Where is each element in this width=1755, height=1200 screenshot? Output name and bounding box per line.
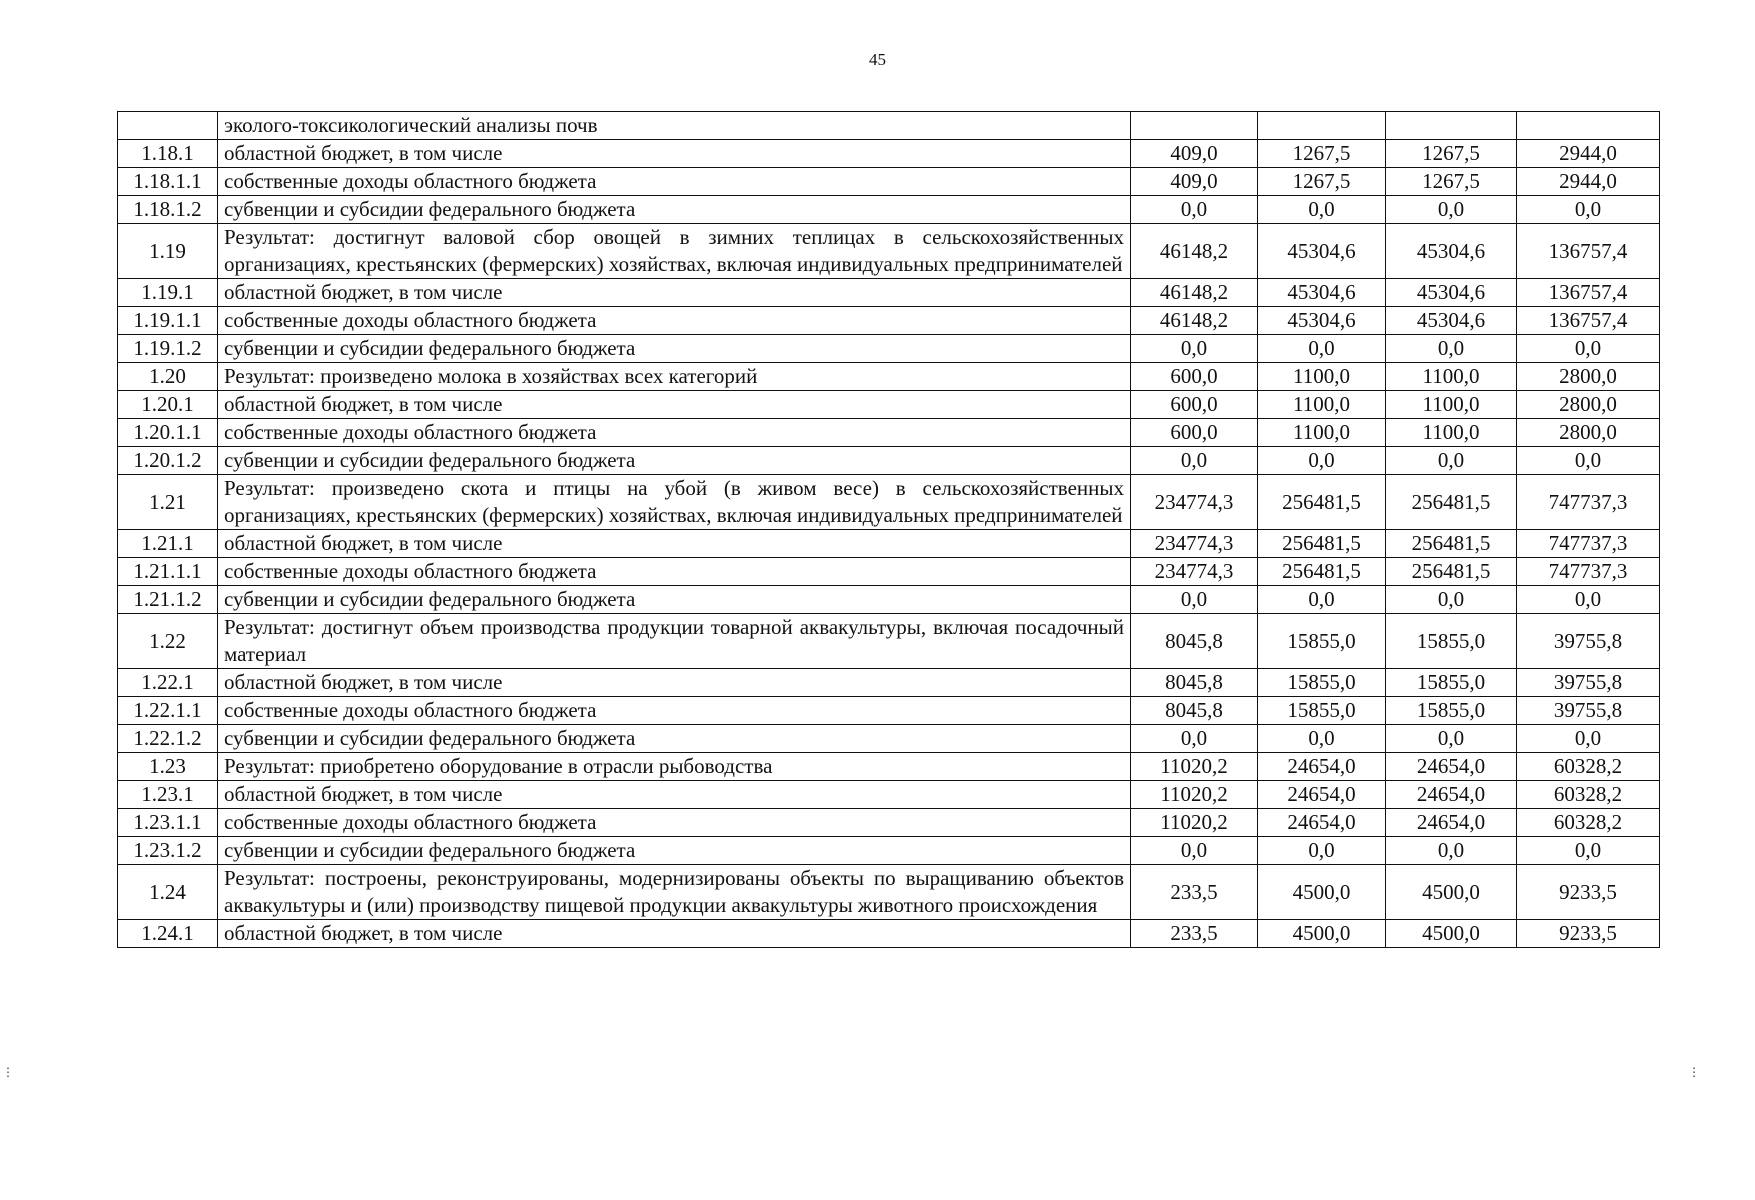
value-col-3: 1100,0 <box>1386 363 1517 391</box>
value-col-3: 256481,5 <box>1386 558 1517 586</box>
row-code <box>118 112 218 140</box>
table-row <box>118 168 1660 196</box>
row-description: собственные доходы областного бюджета <box>218 809 1131 837</box>
value-col-4: 136757,4 <box>1517 224 1660 279</box>
value-col-1: 0,0 <box>1131 335 1258 363</box>
row-code: 1.22.1.1 <box>118 697 218 725</box>
table-row <box>118 837 1660 865</box>
value-col-3: 1100,0 <box>1386 391 1517 419</box>
row-code: 1.23.1.1 <box>118 809 218 837</box>
row-code: 1.22 <box>118 614 218 669</box>
value-col-2: 1267,5 <box>1258 140 1386 168</box>
value-col-1: 46148,2 <box>1131 224 1258 279</box>
row-description: эколого-токсикологический анализы почв <box>218 112 1131 140</box>
value-col-1: 0,0 <box>1131 586 1258 614</box>
value-col-1: 46148,2 <box>1131 279 1258 307</box>
table-row <box>118 753 1660 781</box>
value-col-1: 46148,2 <box>1131 307 1258 335</box>
value-col-1: 409,0 <box>1131 140 1258 168</box>
margin-mark: ⋮ <box>2 1065 14 1079</box>
value-col-2: 24654,0 <box>1258 753 1386 781</box>
row-code: 1.19 <box>118 224 218 279</box>
row-description: областной бюджет, в том числе <box>218 140 1131 168</box>
value-col-3: 1267,5 <box>1386 168 1517 196</box>
value-col-2: 0,0 <box>1258 447 1386 475</box>
table-row <box>118 614 1660 669</box>
value-col-4: 2944,0 <box>1517 140 1660 168</box>
row-code: 1.18.1.1 <box>118 168 218 196</box>
value-col-3: 0,0 <box>1386 335 1517 363</box>
value-col-2: 1100,0 <box>1258 391 1386 419</box>
table-row <box>118 586 1660 614</box>
row-description: областной бюджет, в том числе <box>218 781 1131 809</box>
value-col-2: 256481,5 <box>1258 558 1386 586</box>
value-col-4 <box>1517 112 1660 140</box>
value-col-4: 2800,0 <box>1517 419 1660 447</box>
value-col-3: 0,0 <box>1386 725 1517 753</box>
row-code: 1.19.1.2 <box>118 335 218 363</box>
page-number: 45 <box>869 50 886 69</box>
row-code: 1.20.1.1 <box>118 419 218 447</box>
value-col-2: 0,0 <box>1258 335 1386 363</box>
table-row <box>118 391 1660 419</box>
row-code: 1.23 <box>118 753 218 781</box>
value-col-1: 234774,3 <box>1131 475 1258 530</box>
value-col-4: 0,0 <box>1517 837 1660 865</box>
row-code: 1.21.1.1 <box>118 558 218 586</box>
table-row <box>118 112 1660 140</box>
value-col-1 <box>1131 112 1258 140</box>
row-description: субвенции и субсидии федерального бюджета <box>218 725 1131 753</box>
value-col-4: 747737,3 <box>1517 475 1660 530</box>
value-col-1: 600,0 <box>1131 391 1258 419</box>
table-row <box>118 725 1660 753</box>
row-code: 1.23.1.2 <box>118 837 218 865</box>
value-col-2: 45304,6 <box>1258 224 1386 279</box>
value-col-4: 2944,0 <box>1517 168 1660 196</box>
value-col-3: 0,0 <box>1386 837 1517 865</box>
value-col-2: 256481,5 <box>1258 475 1386 530</box>
value-col-3: 45304,6 <box>1386 307 1517 335</box>
value-col-4: 747737,3 <box>1517 530 1660 558</box>
value-col-1: 8045,8 <box>1131 697 1258 725</box>
row-code: 1.20.1.2 <box>118 447 218 475</box>
value-col-2: 15855,0 <box>1258 669 1386 697</box>
value-col-4: 0,0 <box>1517 447 1660 475</box>
value-col-4: 39755,8 <box>1517 669 1660 697</box>
table-row <box>118 224 1660 279</box>
row-code: 1.19.1.1 <box>118 307 218 335</box>
row-code: 1.20.1 <box>118 391 218 419</box>
row-description: Результат: достигнут объем производства продукции товарной аквакультуры, включая посадочный материал <box>218 614 1131 669</box>
row-description: областной бюджет, в том числе <box>218 669 1131 697</box>
value-col-4: 39755,8 <box>1517 614 1660 669</box>
row-description: субвенции и субсидии федерального бюджета <box>218 335 1131 363</box>
row-description: Результат: приобретено оборудование в отрасли рыбоводства <box>218 753 1131 781</box>
row-code: 1.22.1 <box>118 669 218 697</box>
value-col-2: 1100,0 <box>1258 419 1386 447</box>
value-col-2 <box>1258 112 1386 140</box>
value-col-3: 4500,0 <box>1386 865 1517 920</box>
row-description: субвенции и субсидии федерального бюджета <box>218 447 1131 475</box>
value-col-4: 0,0 <box>1517 335 1660 363</box>
row-description: Результат: произведено молока в хозяйствах всех категорий <box>218 363 1131 391</box>
value-col-2: 1100,0 <box>1258 363 1386 391</box>
value-col-3: 45304,6 <box>1386 224 1517 279</box>
value-col-2: 1267,5 <box>1258 168 1386 196</box>
value-col-4: 60328,2 <box>1517 753 1660 781</box>
budget-table <box>117 111 1660 948</box>
row-description: собственные доходы областного бюджета <box>218 168 1131 196</box>
table-row <box>118 419 1660 447</box>
value-col-1: 0,0 <box>1131 447 1258 475</box>
value-col-1: 600,0 <box>1131 363 1258 391</box>
row-code: 1.22.1.2 <box>118 725 218 753</box>
value-col-4: 2800,0 <box>1517 391 1660 419</box>
row-description: субвенции и субсидии федерального бюджета <box>218 196 1131 224</box>
value-col-1: 0,0 <box>1131 725 1258 753</box>
table-row <box>118 447 1660 475</box>
row-description: Результат: произведено скота и птицы на убой (в живом весе) в сельскохозяйственных организациях, крестьянских (фермерских) хозяйствах, включая индивидуальных предпринимателей <box>218 475 1131 530</box>
table-row <box>118 920 1660 948</box>
value-col-1: 11020,2 <box>1131 753 1258 781</box>
table-row <box>118 307 1660 335</box>
row-description: областной бюджет, в том числе <box>218 279 1131 307</box>
row-description: областной бюджет, в том числе <box>218 920 1131 948</box>
row-code: 1.18.1.2 <box>118 196 218 224</box>
row-description: субвенции и субсидии федерального бюджета <box>218 837 1131 865</box>
value-col-3: 24654,0 <box>1386 753 1517 781</box>
table-row <box>118 697 1660 725</box>
value-col-2: 24654,0 <box>1258 809 1386 837</box>
value-col-2: 0,0 <box>1258 837 1386 865</box>
value-col-2: 24654,0 <box>1258 781 1386 809</box>
row-description: собственные доходы областного бюджета <box>218 697 1131 725</box>
value-col-2: 45304,6 <box>1258 279 1386 307</box>
table-row <box>118 809 1660 837</box>
row-code: 1.21 <box>118 475 218 530</box>
row-code: 1.21.1.2 <box>118 586 218 614</box>
value-col-1: 8045,8 <box>1131 614 1258 669</box>
value-col-4: 0,0 <box>1517 586 1660 614</box>
value-col-1: 233,5 <box>1131 865 1258 920</box>
value-col-2: 0,0 <box>1258 196 1386 224</box>
value-col-1: 11020,2 <box>1131 781 1258 809</box>
value-col-3: 4500,0 <box>1386 920 1517 948</box>
row-code: 1.20 <box>118 363 218 391</box>
value-col-4: 2800,0 <box>1517 363 1660 391</box>
value-col-2: 15855,0 <box>1258 614 1386 669</box>
value-col-1: 409,0 <box>1131 168 1258 196</box>
row-description: субвенции и субсидии федерального бюджета <box>218 586 1131 614</box>
value-col-1: 11020,2 <box>1131 809 1258 837</box>
value-col-3: 15855,0 <box>1386 614 1517 669</box>
value-col-2: 0,0 <box>1258 725 1386 753</box>
table-row <box>118 530 1660 558</box>
value-col-4: 0,0 <box>1517 725 1660 753</box>
row-description: собственные доходы областного бюджета <box>218 558 1131 586</box>
value-col-3: 256481,5 <box>1386 475 1517 530</box>
value-col-1: 8045,8 <box>1131 669 1258 697</box>
value-col-1: 234774,3 <box>1131 530 1258 558</box>
value-col-2: 4500,0 <box>1258 920 1386 948</box>
value-col-3: 0,0 <box>1386 586 1517 614</box>
value-col-4: 60328,2 <box>1517 809 1660 837</box>
table-row <box>118 196 1660 224</box>
value-col-4: 9233,5 <box>1517 865 1660 920</box>
value-col-2: 45304,6 <box>1258 307 1386 335</box>
row-description: собственные доходы областного бюджета <box>218 307 1131 335</box>
row-code: 1.24 <box>118 865 218 920</box>
value-col-3: 1100,0 <box>1386 419 1517 447</box>
table-row <box>118 335 1660 363</box>
table-row <box>118 669 1660 697</box>
value-col-2: 15855,0 <box>1258 697 1386 725</box>
row-description: Результат: построены, реконструированы, модернизированы объекты по выращиванию объектов аквакультуры и (или) производству пищевой продукции аквакультуры животного происхождения <box>218 865 1131 920</box>
value-col-4: 0,0 <box>1517 196 1660 224</box>
row-code: 1.23.1 <box>118 781 218 809</box>
table-row <box>118 781 1660 809</box>
value-col-1: 0,0 <box>1131 196 1258 224</box>
budget-table-body <box>118 112 1660 948</box>
value-col-2: 4500,0 <box>1258 865 1386 920</box>
value-col-3: 0,0 <box>1386 447 1517 475</box>
value-col-4: 9233,5 <box>1517 920 1660 948</box>
table-row <box>118 558 1660 586</box>
value-col-4: 60328,2 <box>1517 781 1660 809</box>
value-col-3: 15855,0 <box>1386 697 1517 725</box>
value-col-1: 600,0 <box>1131 419 1258 447</box>
value-col-3: 256481,5 <box>1386 530 1517 558</box>
table-row <box>118 363 1660 391</box>
value-col-3: 1267,5 <box>1386 140 1517 168</box>
value-col-4: 136757,4 <box>1517 279 1660 307</box>
value-col-1: 234774,3 <box>1131 558 1258 586</box>
value-col-3 <box>1386 112 1517 140</box>
row-description: областной бюджет, в том числе <box>218 530 1131 558</box>
table-row <box>118 475 1660 530</box>
table-row <box>118 865 1660 920</box>
value-col-4: 39755,8 <box>1517 697 1660 725</box>
value-col-4: 136757,4 <box>1517 307 1660 335</box>
row-code: 1.19.1 <box>118 279 218 307</box>
value-col-2: 0,0 <box>1258 586 1386 614</box>
row-code: 1.21.1 <box>118 530 218 558</box>
row-description: Результат: достигнут валовой сбор овощей в зимних теплицах в сельскохозяйственных организациях, крестьянских (фермерских) хозяйствах, включая индивидуальных предпринимателей <box>218 224 1131 279</box>
row-description: собственные доходы областного бюджета <box>218 419 1131 447</box>
value-col-3: 0,0 <box>1386 196 1517 224</box>
value-col-4: 747737,3 <box>1517 558 1660 586</box>
value-col-3: 24654,0 <box>1386 781 1517 809</box>
row-code: 1.18.1 <box>118 140 218 168</box>
value-col-3: 24654,0 <box>1386 809 1517 837</box>
value-col-1: 0,0 <box>1131 837 1258 865</box>
table-row <box>118 140 1660 168</box>
value-col-2: 256481,5 <box>1258 530 1386 558</box>
row-code: 1.24.1 <box>118 920 218 948</box>
value-col-3: 45304,6 <box>1386 279 1517 307</box>
value-col-1: 233,5 <box>1131 920 1258 948</box>
margin-mark: ⋮ <box>1688 1065 1700 1079</box>
row-description: областной бюджет, в том числе <box>218 391 1131 419</box>
table-row <box>118 279 1660 307</box>
value-col-3: 15855,0 <box>1386 669 1517 697</box>
